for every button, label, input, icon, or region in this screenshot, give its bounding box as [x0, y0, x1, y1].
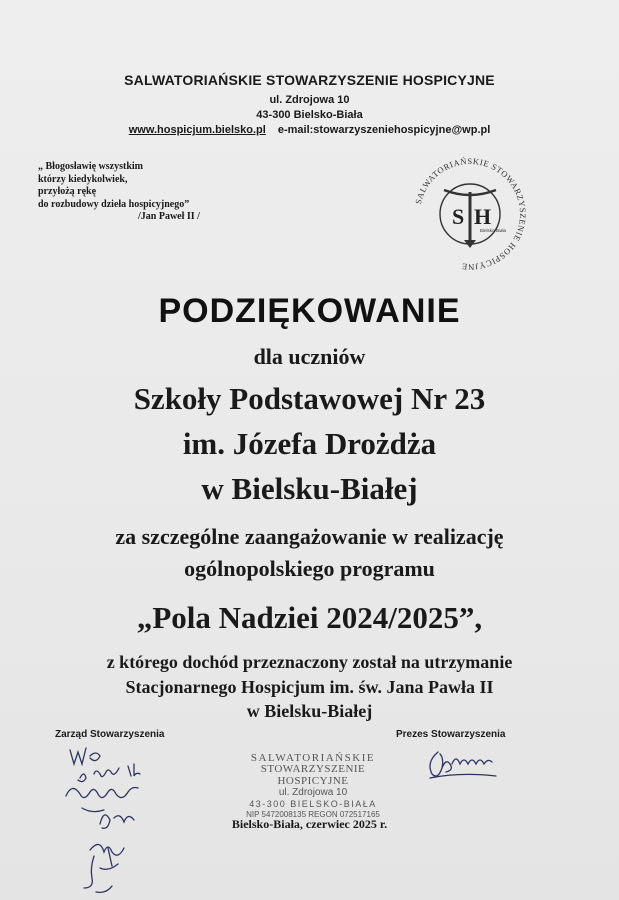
reason-line-1: za szczególne zaangażowanie w realizację: [115, 524, 504, 549]
contact-line: [0, 124, 619, 136]
organization-city: 43-300 Bielsko-Biała: [256, 109, 363, 121]
program-name: „Pola Nadziei 2024/2025”,: [136, 600, 483, 635]
board-signature-label: Zarząd Stowarzyszenia: [55, 729, 165, 740]
quote-line: do rozbudowy dzieła hospicyjnego”: [38, 198, 190, 210]
reason-line-2: ogólnopolskiego programu: [184, 556, 435, 581]
recipient-intro: dla uczniów: [253, 344, 366, 369]
association-stamp: [228, 752, 398, 819]
quote-line: którzy kiedykolwiek,: [38, 173, 128, 185]
quote-line: „ Błogosławię wszystkim: [38, 161, 143, 172]
stamp-line-1: SALWATORIAŃSKIE: [250, 752, 376, 764]
email-text: e-mail:stowarzyszeniehospicyjne@wp.pl: [277, 124, 491, 136]
quote-author: /Jan Paweł II /: [138, 211, 200, 222]
purpose-line-2: Stacjonarnego Hospicjum im. św. Jana Pawła II: [125, 677, 494, 697]
school-name: Szkoły Podstawowej Nr 23: [133, 381, 486, 416]
stamp-line-4: 43-300 BIELSKO-BIAŁA: [249, 799, 377, 809]
stamp-line-3: ul. Zdrojowa 10: [278, 787, 348, 798]
seal-city: Bielsko-Biała: [480, 228, 507, 233]
president-signature-label: Prezes Stowarzyszenia: [396, 729, 506, 740]
seal-letter-h: H: [474, 204, 492, 229]
president-handwritten-signature: [424, 746, 504, 786]
association-seal-logo: [408, 152, 532, 276]
purpose-line-3: w Bielsku-Białej: [246, 701, 373, 721]
organization-address: ul. Zdrojowa 10: [269, 94, 350, 106]
school-patron: im. Józefa Drożdża: [182, 426, 437, 461]
certificate-title: PODZIĘKOWANIE: [158, 292, 461, 330]
purpose-line-1: z którego dochód przeznaczony został na utrzymanie: [106, 652, 513, 672]
place-and-date: Bielsko-Biała, czerwiec 2025 r.: [231, 817, 388, 831]
website-link[interactable]: www.hospicjum.bielsko.pl: [128, 124, 266, 136]
stamp-line-2: STOWARZYSZENIE HOSPICYJNE: [260, 763, 366, 787]
seal-letter-s: S: [452, 204, 465, 229]
pope-quote: [38, 161, 200, 224]
quote-line: przyłożą rękę: [38, 186, 97, 197]
organization-name: SALWATORIAŃSKIE STOWARZYSZENIE HOSPICYJNE: [124, 72, 495, 88]
seal-ring-text: SALWATORIAŃSKIE STOWARZYSZENIE HOSPICYJNE: [413, 155, 529, 273]
stamp-line-5: NIP 5472008135 REGON 072517165: [246, 810, 380, 819]
school-city: w Bielsku-Białej: [201, 471, 418, 506]
